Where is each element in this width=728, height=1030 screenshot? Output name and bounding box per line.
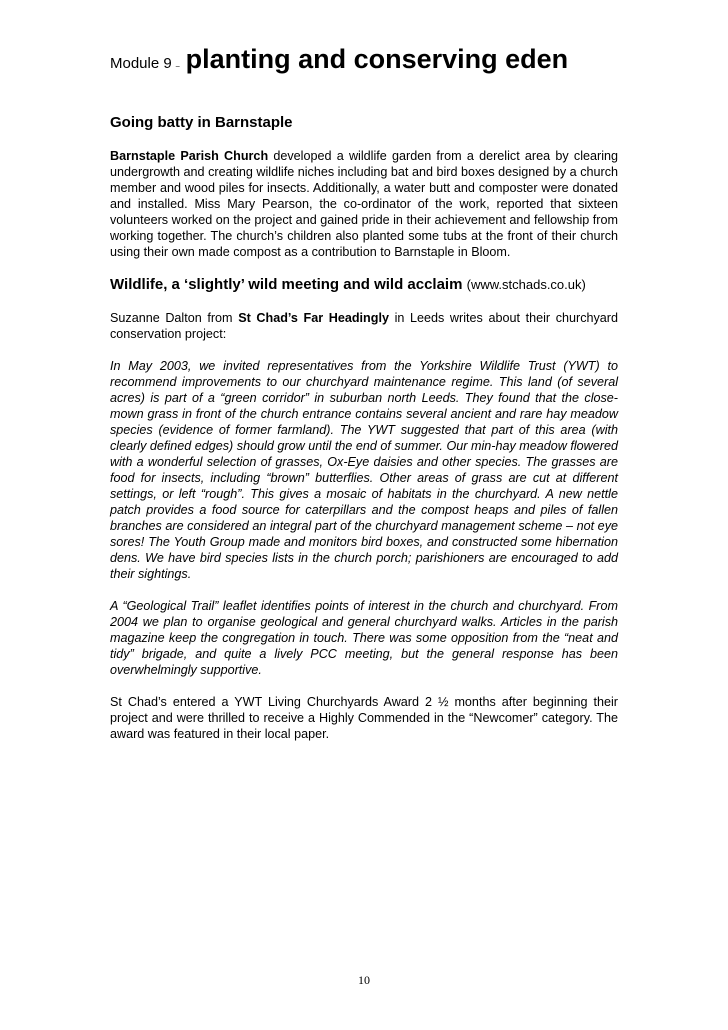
module-label: Module 9 <box>110 55 172 72</box>
page-number: 10 <box>358 973 370 987</box>
website-link[interactable]: (www.stchads.co.uk) <box>466 277 586 292</box>
barnstaple-text: developed a wildlife garden from a derelict area by clearing undergrowth and creating wildlife niches including bat and bird boxes designed by a church member and wood piles for insects. Additionally, a water butt and composter were donated and installed. Miss Mary Pearson, the co-ordinator of the work, reported that sixteen volunteers worked on the project and gained pride in their achievement and fellowship from working together. The church’s children also planted some tubs at the front of their church using their own made compost as a contribution to Barnstaple in Bloom. <box>110 149 618 259</box>
quote-paragraph-2: A “Geological Trail” leaflet identifies points of interest in the church and churchyard. From 2004 we plan to organise geological and general churchyard walks. Articles in the parish magazine keep the congregation in touch. There was some opposition from the “neat and tidy” brigade, and quite a lively PCC meeting, but the general response has been overwhelmingly supportive. <box>110 599 618 677</box>
church-name-stchads: St Chad’s Far Headingly <box>238 311 389 325</box>
module-title: planting and conserving eden <box>185 44 569 74</box>
page-content <box>110 114 618 758</box>
intro-post: in Leeds writes about their churchyard conservation project: <box>110 311 618 341</box>
section-heading-barnstaple: Going batty in Barnstaple <box>110 114 293 131</box>
closing-paragraph: St Chad’s entered a YWT Living Churchyards Award 2 ½ months after beginning their project and were thrilled to receive a Highly Commended in the “Newcomer” category. The award was featured in their local paper. <box>110 695 618 741</box>
page-header <box>110 44 568 75</box>
intro-paragraph <box>110 310 618 342</box>
intro-pre: Suzanne Dalton from <box>110 311 239 325</box>
barnstaple-paragraph <box>110 148 618 260</box>
quote-paragraph-1: In May 2003, we invited representatives from the Yorkshire Wildlife Trust (YWT) to recommend improvements to our churchyard maintenance regime. This land (of several acres) is part of a “green corridor” in suburban north Leeds. They found that the close-mown grass in front of the church entrance contains several ancient and rare hay meadow species (evidence of former farmland). The YWT suggested that part of this area (with clearly defined edges) should grow until the end of summer. Our min-hay meadow flowered with a wonderful selection of grasses, Ox-Eye daisies and other species. The grasses are food for insects, including “brown” butterflies. Other areas of grass are cut at different settings, or left “rough”. This gives a mosaic of habitats in the churchyard. A new nettle patch provides a food source for caterpillars and the compost heaps and piles of fallen branches are considered an integral part of the churchyard management scheme – not eye sores! The Youth Group made and monitors bird boxes, and constructed some hibernation dens. We have bird species lists in the church porch; parishioners are encouraged to add their sightings. <box>110 359 618 581</box>
section-heading-wildlife <box>110 276 618 293</box>
header-dash: – <box>175 63 180 70</box>
wildlife-heading-text: Wildlife, a ‘slightly’ wild meeting and wild acclaim <box>110 276 463 293</box>
church-name: Barnstaple Parish Church <box>110 149 269 163</box>
